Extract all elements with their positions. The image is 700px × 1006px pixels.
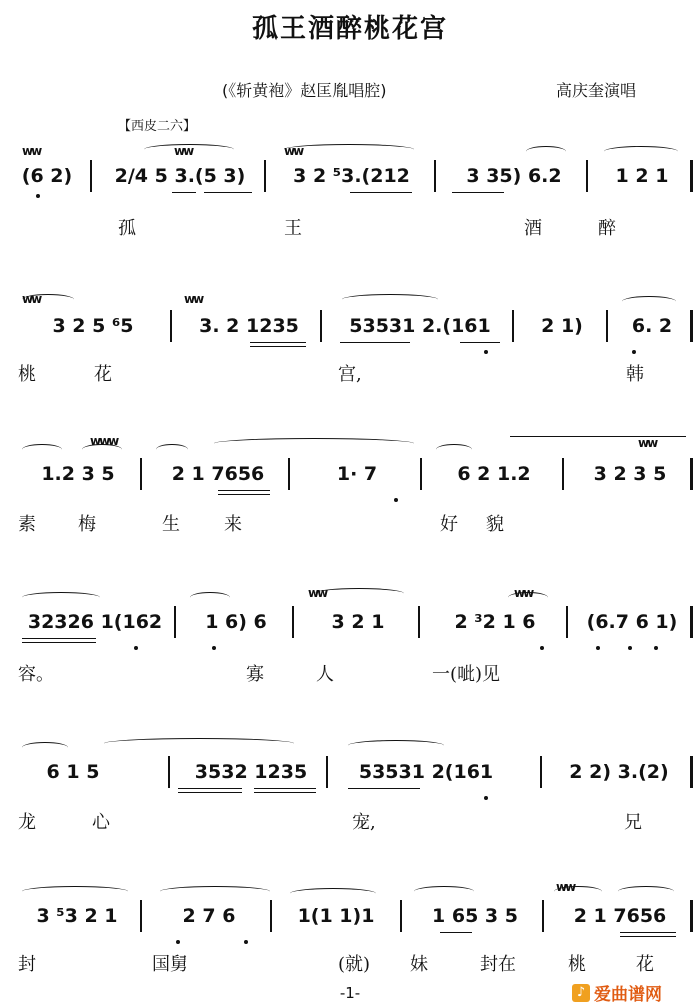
slur-mark: [414, 886, 474, 897]
performer-credit: 高庆奎演唱: [556, 81, 637, 100]
barline: [170, 310, 172, 342]
score-line-3-notes: [0, 456, 700, 492]
lyric-syllable: 酒: [524, 218, 542, 239]
trill-ornament: ww: [556, 880, 575, 894]
music-note-icon: ♪: [572, 984, 590, 1002]
score-line-6-notes: [0, 898, 700, 934]
measure: 6 2 1.2: [457, 463, 531, 485]
lyric-syllable: 寡: [246, 664, 264, 685]
beam-line: [350, 192, 412, 193]
barline: [174, 606, 176, 638]
trill-ornament: www: [90, 434, 118, 448]
measure: 3 2 3 5: [593, 463, 667, 485]
barline: [690, 900, 693, 932]
slur-mark: [436, 444, 472, 455]
lyric-syllable: 桃: [18, 364, 36, 385]
beam-line: [218, 490, 270, 491]
barline: [434, 160, 436, 192]
lyric-syllable: 国舅: [152, 954, 188, 975]
measure: 2/4 5 3.(5 3): [114, 165, 246, 187]
score-line-4-notes: [0, 604, 700, 640]
beam-line: [254, 788, 316, 789]
slur-mark: [284, 144, 414, 155]
barline: [400, 900, 402, 932]
measure: 53531 2(161: [358, 761, 494, 783]
barline: [320, 310, 322, 342]
lyric-syllable: 一(呲)见: [432, 664, 501, 685]
lyric-syllable: 桃: [568, 954, 586, 975]
lyric-syllable: 醉: [598, 218, 616, 239]
barline: [562, 458, 564, 490]
measure: 3 ⁵3 2 1: [36, 905, 118, 927]
measure: 3532 1235: [194, 761, 308, 783]
octave-dot: [36, 194, 40, 198]
octave-dot: [212, 646, 216, 650]
octave-dot: [134, 646, 138, 650]
barline: [540, 756, 542, 788]
slur-mark: [22, 742, 68, 753]
slur-mark: [22, 886, 128, 897]
trill-ornament: ww: [174, 144, 193, 158]
barline: [690, 160, 693, 192]
beam-line: [452, 192, 504, 193]
measure: 3 2 ⁵3.(212: [293, 165, 410, 187]
slur-mark: [290, 888, 376, 899]
lyric-syllable: 梅: [78, 514, 96, 535]
lyric-syllable: 孤: [118, 218, 136, 239]
measure: 2 7 6: [182, 905, 236, 927]
measure: 1 2 1: [615, 165, 669, 187]
trill-ornament: ww: [638, 436, 657, 450]
octave-dot: [484, 350, 488, 354]
lyric-syllable: 封: [18, 954, 36, 975]
slur-mark: [156, 444, 188, 455]
beam-line: [460, 342, 500, 343]
barline: [326, 756, 328, 788]
lyric-syllable: 来: [224, 514, 242, 535]
slur-mark: [342, 294, 438, 305]
measure: 2 1): [541, 315, 583, 337]
measure: 3. 2 1235: [199, 315, 299, 337]
barline: [690, 458, 693, 490]
slur-mark: [104, 738, 294, 749]
page-number: -1-: [339, 984, 361, 1002]
slur-mark: [314, 588, 404, 599]
beam-line: [22, 642, 96, 643]
octave-dot: [484, 796, 488, 800]
lyric-syllable: 妹: [410, 954, 428, 975]
beam-line: [218, 494, 270, 495]
barline: [140, 900, 142, 932]
measure: 32326 1(162: [27, 611, 163, 633]
measure: 1· 7: [336, 463, 378, 485]
octave-dot: [176, 940, 180, 944]
measure: 6 1 5: [46, 761, 100, 783]
measure: 2 1 7656: [171, 463, 265, 485]
score-line-2-lyrics: [0, 360, 700, 388]
barline: [264, 160, 266, 192]
lyric-syllable: 花: [636, 954, 654, 975]
barline: [90, 160, 92, 192]
slur-mark: [348, 740, 444, 751]
measure: (6 2): [21, 165, 73, 187]
song-subtitle: (《斩黄袍》赵匡胤唱腔): [222, 81, 387, 100]
score-line-5-lyrics: [0, 808, 700, 836]
beam-line: [620, 932, 676, 933]
measure: 1 6) 6: [205, 611, 267, 633]
trill-ornament: ww: [284, 144, 303, 158]
measure: 3 2 5 ⁶5: [52, 315, 134, 337]
barline: [420, 458, 422, 490]
beam-line: [178, 792, 242, 793]
beam-line: [204, 192, 252, 193]
lyric-syllable: 人: [316, 664, 334, 685]
slur-mark: [190, 592, 230, 603]
barline: [418, 606, 420, 638]
trill-ornament: ww: [514, 586, 533, 600]
barline: [690, 756, 693, 788]
score-line-1-notes: [0, 158, 700, 194]
page-title: 孤王酒醉桃花宫: [251, 14, 448, 44]
lyric-syllable: 花: [94, 364, 112, 385]
slur-mark: [622, 296, 676, 307]
measure: (6.7 6 1): [586, 611, 678, 633]
beam-line: [250, 342, 306, 343]
trill-ornament: ww: [184, 292, 203, 306]
measure: 2 ³2 1 6: [454, 611, 536, 633]
measure: 3 35) 6.2: [466, 165, 562, 187]
beam-line: [178, 788, 242, 789]
beam-line: [250, 346, 306, 347]
beam-line: [440, 932, 472, 933]
trill-ornament: ww: [22, 292, 41, 306]
beam-line: [620, 936, 676, 937]
octave-dot: [628, 646, 632, 650]
lyric-syllable: 好: [440, 514, 458, 535]
barline: [690, 606, 693, 638]
octave-dot: [596, 646, 600, 650]
barline: [270, 900, 272, 932]
octave-dot: [540, 646, 544, 650]
measure: 3 2 1: [331, 611, 385, 633]
trill-ornament: ww: [308, 586, 327, 600]
octave-dot: [654, 646, 658, 650]
slur-mark: [22, 444, 62, 455]
barline: [690, 310, 693, 342]
barline: [566, 606, 568, 638]
tie-line: [510, 436, 686, 437]
barline: [542, 900, 544, 932]
lyric-syllable: 宫,: [338, 364, 362, 385]
score-line-2-notes: [0, 308, 700, 344]
lyric-syllable: 王: [284, 218, 302, 239]
lyric-syllable: 生: [162, 514, 180, 535]
slur-mark: [160, 886, 270, 897]
lyric-syllable: (就): [338, 954, 371, 975]
score-line-5-notes: [0, 754, 700, 790]
barline: [512, 310, 514, 342]
measure: 1.2 3 5: [41, 463, 115, 485]
beam-line: [254, 792, 316, 793]
watermark-text: 爱曲谱网: [594, 985, 662, 1005]
measure: 6. 2: [631, 315, 673, 337]
slur-mark: [214, 438, 414, 449]
octave-dot: [244, 940, 248, 944]
slur-mark: [526, 146, 566, 157]
lyric-syllable: 兄: [624, 812, 642, 833]
barline: [288, 458, 290, 490]
measure: 1(1 1)1: [297, 905, 375, 927]
lyric-syllable: 貌: [486, 514, 504, 535]
slur-mark: [22, 592, 100, 603]
lyric-syllable: 宠,: [352, 812, 376, 833]
lyric-syllable: 韩: [626, 364, 644, 385]
measure: 53531 2.(161: [349, 315, 491, 337]
octave-dot: [394, 498, 398, 502]
score-line-4-lyrics: [0, 660, 700, 688]
score-line-1-lyrics: [0, 214, 700, 242]
beam-line: [340, 342, 410, 343]
beam-line: [172, 192, 196, 193]
mode-marking: 【西皮二六】: [118, 119, 197, 134]
lyric-syllable: 龙: [18, 812, 36, 833]
score-line-6-lyrics: [0, 950, 700, 978]
lyric-syllable: 封在: [480, 954, 516, 975]
barline: [586, 160, 588, 192]
lyric-syllable: 素: [18, 514, 36, 535]
measure: 2 2) 3.(2): [569, 761, 669, 783]
barline: [168, 756, 170, 788]
barline: [140, 458, 142, 490]
measure: 2 1 7656: [573, 905, 667, 927]
slur-mark: [604, 146, 678, 157]
barline: [292, 606, 294, 638]
lyric-syllable: 容。: [18, 664, 54, 685]
score-line-3-lyrics: [0, 510, 700, 538]
lyric-syllable: 心: [92, 812, 110, 833]
barline: [606, 310, 608, 342]
trill-ornament: ww: [22, 144, 41, 158]
beam-line: [22, 638, 96, 639]
beam-line: [348, 788, 420, 789]
measure: 1 65 3 5: [432, 905, 518, 927]
slur-mark: [618, 886, 674, 897]
octave-dot: [632, 350, 636, 354]
site-watermark: [572, 980, 662, 1005]
